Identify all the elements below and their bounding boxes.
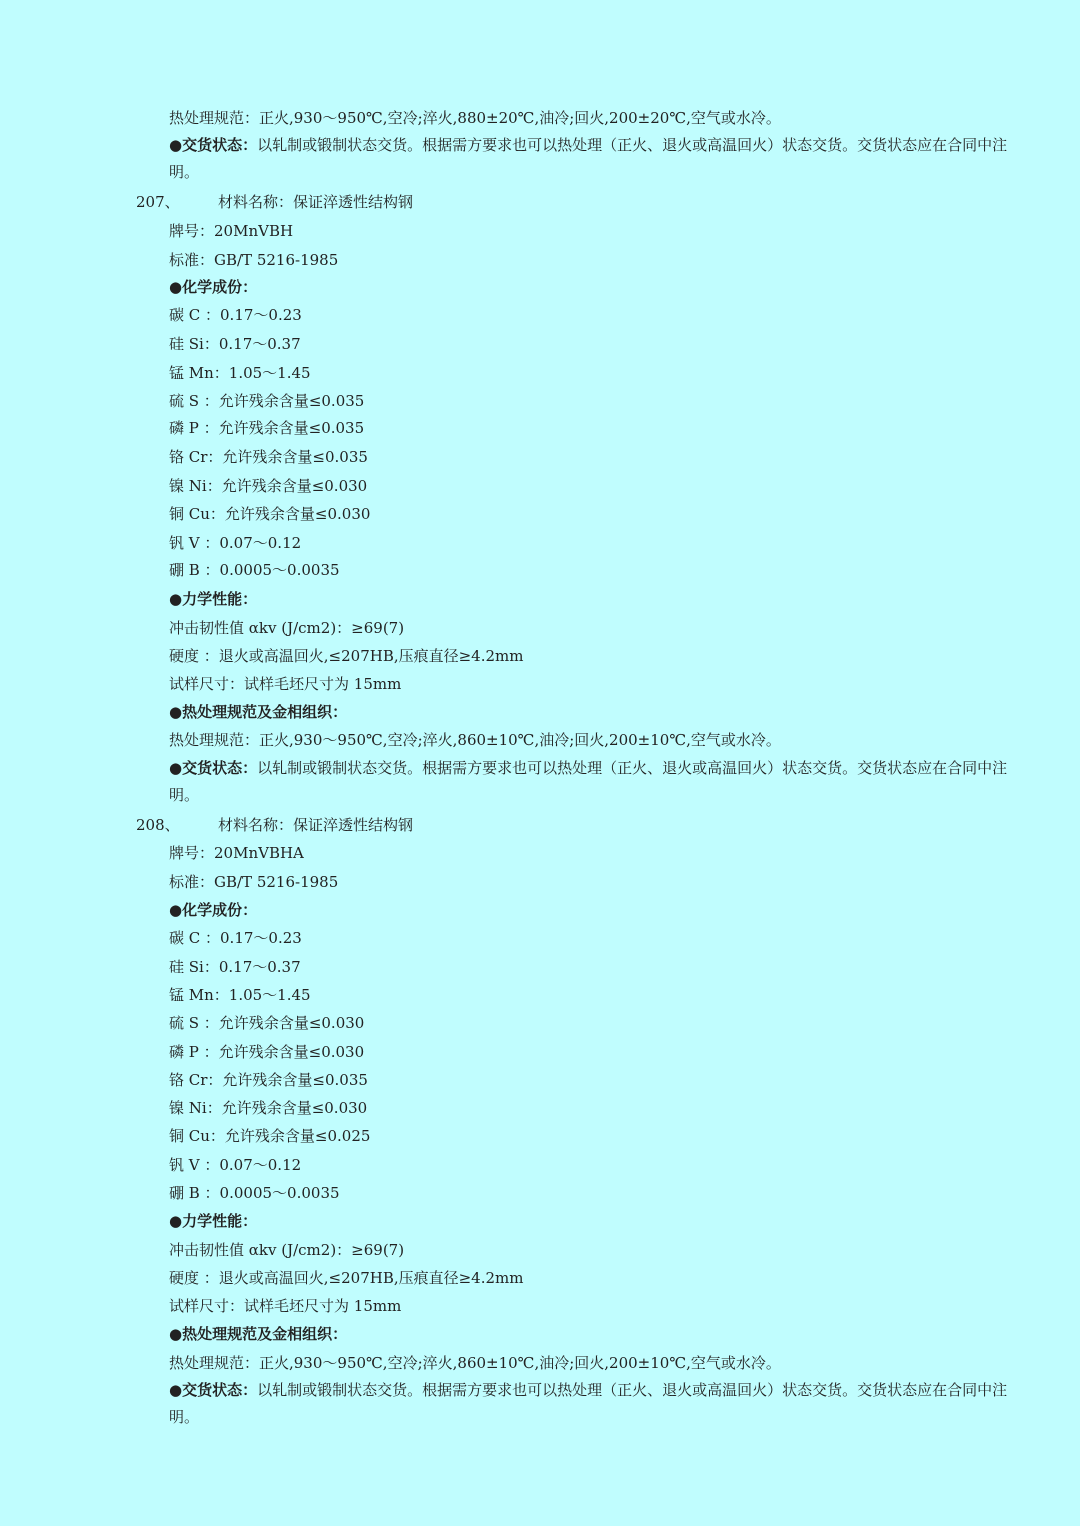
chem-row: 碳 C ：0.17～0.23 xyxy=(169,306,302,324)
grade: 牌号：20MnVBHA xyxy=(169,844,304,862)
mech-row: 冲击韧性值 αkv (J/cm2)：≥69(7) xyxy=(169,619,405,637)
mech-row: 硬度 ：退火或高温回火,≤207HB,压痕直径≥4.2mm xyxy=(169,647,524,665)
delivery-label: ●交货状态： xyxy=(169,136,258,154)
chem-row: 锰 Mn：1.05～1.45 xyxy=(169,986,311,1004)
heat-treatment-spec: 热处理规范：正火,930～950℃,空冷;淬火,880±20℃,油冷;回火,200±20℃,空气或水冷。 xyxy=(169,109,781,127)
chem-row: 锰 Mn：1.05～1.45 xyxy=(169,364,311,382)
entry-heading xyxy=(136,188,986,216)
chem-heading: ●化学成份： xyxy=(169,278,258,296)
heat-heading: ●热处理规范及金相组织： xyxy=(169,1325,348,1343)
chem-row: 硫 S ：允许残余含量≤0.035 xyxy=(169,392,365,410)
chem-row: 硅 Si：0.17～0.37 xyxy=(169,958,301,976)
chem-row: 硫 S ：允许残余含量≤0.030 xyxy=(169,1014,365,1032)
chem-row: 铬 Cr：允许残余含量≤0.035 xyxy=(169,448,368,466)
material-name: 材料名称：保证淬透性结构钢 xyxy=(218,193,414,211)
chem-row: 铜 Cu：允许残余含量≤0.025 xyxy=(169,1127,371,1145)
heat-treatment-spec: 热处理规范：正火,930～950℃,空冷;淬火,860±10℃,油冷;回火,200±10℃,空气或水冷。 xyxy=(169,731,781,749)
standard: 标准：GB/T 5216-1985 xyxy=(169,873,339,891)
mech-heading: ●力学性能： xyxy=(169,590,258,608)
chem-row: 钒 V ：0.07～0.12 xyxy=(169,1156,302,1174)
mech-row: 试样尺寸：试样毛坯尺寸为 15mm xyxy=(169,1297,402,1315)
delivery-text: 以轧制或锻制状态交货。根据需方要求也可以热处理（正火、退火或高温回火）状态交货。交货状态应在合同中注明。 xyxy=(169,136,1008,181)
delivery-text: 以轧制或锻制状态交货。根据需方要求也可以热处理（正火、退火或高温回火）状态交货。交货状态应在合同中注明。 xyxy=(169,759,1008,804)
delivery-label: ●交货状态： xyxy=(169,1381,258,1399)
mech-row: 冲击韧性值 αkv (J/cm2)：≥69(7) xyxy=(169,1241,405,1259)
entry-number: 207、 xyxy=(136,193,180,211)
chem-row: 镍 Ni：允许残余含量≤0.030 xyxy=(169,1099,368,1117)
mech-row: 硬度 ：退火或高温回火,≤207HB,压痕直径≥4.2mm xyxy=(169,1269,524,1287)
chem-row: 钒 V ：0.07～0.12 xyxy=(169,534,302,552)
chem-row: 硅 Si：0.17～0.37 xyxy=(169,335,301,353)
heat-treatment-spec: 热处理规范：正火,930～950℃,空冷;淬火,860±10℃,油冷;回火,200±10℃,空气或水冷。 xyxy=(169,1354,781,1372)
delivery-status xyxy=(169,132,1009,186)
chem-row: 铜 Cu：允许残余含量≤0.030 xyxy=(169,505,371,523)
standard: 标准：GB/T 5216-1985 xyxy=(169,251,339,269)
delivery-status xyxy=(169,755,1009,809)
delivery-text: 以轧制或锻制状态交货。根据需方要求也可以热处理（正火、退火或高温回火）状态交货。交货状态应在合同中注明。 xyxy=(169,1381,1008,1426)
chem-row: 磷 P ：允许残余含量≤0.030 xyxy=(169,1043,365,1061)
chem-row: 镍 Ni：允许残余含量≤0.030 xyxy=(169,477,368,495)
entry-number: 208、 xyxy=(136,816,180,834)
entry-heading xyxy=(136,811,986,839)
mech-heading: ●力学性能： xyxy=(169,1212,258,1230)
chem-row: 碳 C ：0.17～0.23 xyxy=(169,929,302,947)
grade: 牌号：20MnVBH xyxy=(169,222,294,240)
delivery-label: ●交货状态： xyxy=(169,759,258,777)
material-name: 材料名称：保证淬透性结构钢 xyxy=(218,816,414,834)
chem-row: 硼 B ：0.0005～0.0035 xyxy=(169,1184,340,1202)
chem-row: 磷 P ：允许残余含量≤0.035 xyxy=(169,419,365,437)
chem-row: 铬 Cr：允许残余含量≤0.035 xyxy=(169,1071,368,1089)
mech-row: 试样尺寸：试样毛坯尺寸为 15mm xyxy=(169,675,402,693)
chem-row: 硼 B ：0.0005～0.0035 xyxy=(169,561,340,579)
delivery-status xyxy=(169,1377,1009,1431)
chem-heading: ●化学成份： xyxy=(169,901,258,919)
heat-heading: ●热处理规范及金相组织： xyxy=(169,703,348,721)
